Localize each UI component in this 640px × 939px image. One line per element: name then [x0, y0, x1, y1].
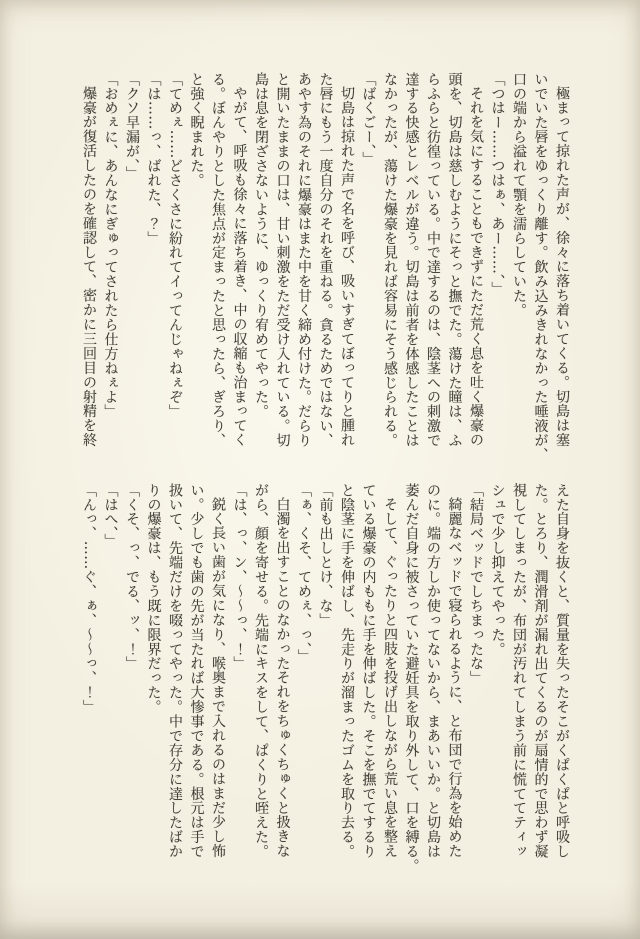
text-line: 白濁を出すことのなかったそれをちゅくちゅくと扱きな — [274, 497, 291, 859]
text-line: 切島は掠れた声で名を呼び、吸いすぎてぼってりと腫れ — [339, 86, 355, 448]
text-line: 極まって掠れた声が、徐々に落ち着いてくる。切島は塞 — [554, 86, 570, 448]
text-line: やがて、呼吸も徐々に落ち着き、中の収縮も治まってく — [231, 86, 248, 448]
text-line: 扱いて、先端だけを啜ってやった。中で存分に達したばか — [167, 483, 183, 859]
text-line: る。ぼんやりとした焦点が定まったと思ったら、ぎろり、 — [210, 72, 226, 448]
text-line: た唇にもう一度自分のそれを重ねる。貪るためではない、 — [317, 72, 334, 448]
text-line: と開いたままの口は、甘い刺激をただ受け入れている。切 — [274, 72, 291, 448]
text-block-bottom — [78, 483, 573, 874]
text-line: のに。端の方しか使ってないから、まあいいか。と切島は — [425, 483, 441, 859]
text-line: シュで少し抑えてやった。 — [489, 483, 506, 657]
text-line: 「てめぇ……どさくさに紛れてイってんじゃねぇぞ」 — [167, 72, 183, 419]
text-line: 口の端から溢れて顎を濡らしていた。 — [511, 72, 527, 318]
text-line: と強く睨まれた。 — [188, 72, 205, 188]
text-line: なかったが、蕩けた爆豪を見れば容易にそう感じられる。 — [382, 72, 398, 448]
text-block-top — [78, 72, 573, 463]
text-line: 「は……っ、ばれた、？」 — [145, 72, 162, 246]
text-line: 「ぁ、くそ、てめぇ、っ、」 — [296, 483, 312, 664]
text-line: えた自身を抜くと、質量を失ったそこがくぱくぱと呼吸し — [554, 483, 570, 859]
text-line: 「はへ、」 — [102, 483, 119, 549]
text-line: 「前も出しとけ、な」 — [317, 483, 334, 628]
text-line: 「クソ早漏が、」 — [124, 72, 140, 181]
text-line: ている爆豪の内ももに手を伸ばした。そこを撫でてするり — [360, 483, 377, 859]
text-line: あやす為のそれに爆豪はまた中を甘く締め付けた。だらり — [296, 72, 312, 448]
text-line: 「つはー……つはぁ、あー……、」 — [489, 72, 506, 297]
text-line: 「は、っ、ン、～～っ、！」 — [231, 483, 248, 671]
text-line: い。少しでも歯の先が当たれば大惨事である。根元は手で — [188, 483, 205, 859]
text-line: 綺麗なベッドで寝られるように、と布団で行為を始めた — [446, 497, 463, 859]
text-line: た。とろり、潤滑剤が漏れ出てくるのが扇情的で思わず凝 — [532, 483, 549, 859]
text-line: 「ばくごー、」 — [360, 72, 377, 167]
text-line: りの爆豪は、もう既に限界だった。 — [145, 483, 162, 715]
text-line: 萎んだ自身に被さっていた避妊具を取り外して、口を縛る。 — [403, 483, 420, 874]
text-line: 頭を、切島は慈しむようにそっと撫でた。蕩けた瞳は、ふ — [446, 72, 463, 448]
text-line: らふらと彷徨っている。中で達するのは、陰茎への刺激で — [425, 72, 441, 448]
text-line: がら、顔を寄せる。先端にキスをして、ぱくりと咥えた。 — [253, 483, 269, 859]
text-line: 「んっ、……ぐ、ぁ、～～っ、！」 — [81, 483, 97, 715]
text-line: 達する快感とレベルが違う。切島は前者を体感したことは — [403, 72, 420, 448]
text-line: 鋭く長い歯が気になり、喉奥まで入れるのはまだ少し怖 — [210, 497, 226, 859]
text-line: それを気にすることもできずにただ荒く息を吐く爆豪の — [468, 86, 484, 448]
text-line: 「おめぇに、あんなにぎゅってされたら仕方ねぇよ」 — [102, 72, 119, 419]
text-line: いでいた唇をゆっくり離す。飲み込みきれなかった唾液が、 — [532, 72, 549, 463]
text-line: 爆豪が復活したのを確認して、密かに三回目の射精を終 — [81, 86, 97, 448]
text-line: 「くそ、っ、でる、ッ、！」 — [124, 483, 140, 671]
text-line: 視してしまったが、布団が汚れてしまう前に慌ててティッ — [511, 483, 527, 859]
text-line: そして、ぐったりと四肢を投げ出しながら荒い息を整え — [382, 497, 398, 859]
text-line: 「結局ベッドでしちまったな」 — [468, 483, 484, 686]
text-line: と陰茎に手を伸ばし、先走りが溜まったゴムを取り去る。 — [339, 483, 355, 859]
text-line: 島は息を閉ざさないように、ゆっくり宥めてやった。 — [253, 72, 269, 419]
